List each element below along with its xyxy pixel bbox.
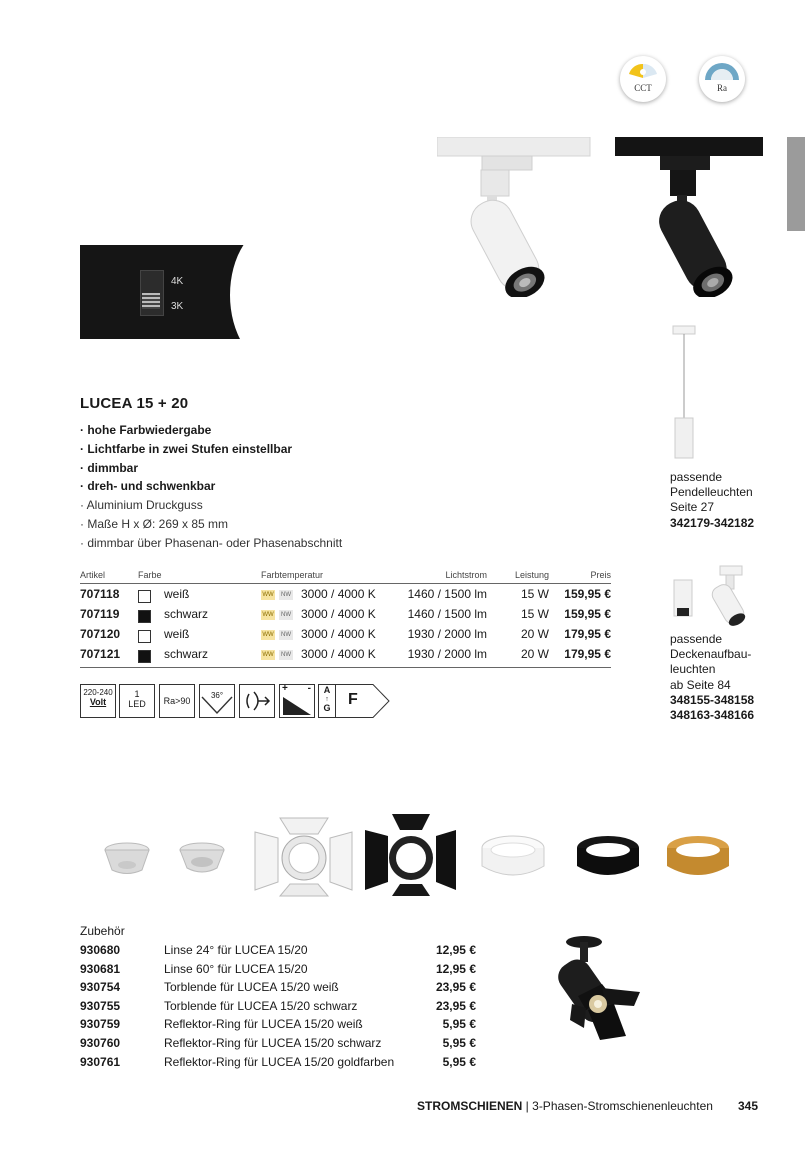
feature-item: · dimmbar <box>80 460 139 475</box>
row-lichtstrom: 1460 / 1500 lm <box>407 607 487 621</box>
accessory-price: 23,95 € <box>435 980 476 994</box>
accessories-heading: Zubehör <box>80 924 125 938</box>
switch-label-3k: 3K <box>171 301 184 312</box>
row-leistung: 15 W <box>520 607 549 621</box>
row-preis: 159,95 € <box>564 587 611 601</box>
row-preis: 179,95 € <box>564 647 611 661</box>
feature-list <box>80 496 342 552</box>
pendant-line: Pendelleuchten <box>670 485 753 500</box>
energy-scale-icon <box>318 684 336 718</box>
chapter-tab <box>787 137 805 231</box>
accessory-code: 930755 <box>80 999 121 1013</box>
accessory-name: Linse 24° für LUCEA 15/20 <box>164 943 308 957</box>
nw-badge: NW <box>281 612 291 618</box>
accessory-code: 930761 <box>80 1055 121 1069</box>
row-temp: 3000 / 4000 K <box>301 647 376 661</box>
footer-section <box>417 1099 713 1113</box>
voltage-label: Volt <box>89 697 107 707</box>
color-swatch-white <box>138 590 151 603</box>
feature-list-bold <box>80 421 292 496</box>
accessory-code: 930680 <box>80 943 121 957</box>
header-leistung: Leistung <box>514 570 549 580</box>
switch-label-4k: 4K <box>171 276 184 287</box>
cct-label: CCT <box>634 83 652 93</box>
pendant-reference <box>670 470 754 531</box>
pendant-line: Seite 27 <box>670 500 715 515</box>
accessory-price: 23,95 € <box>435 999 476 1013</box>
energy-label-arrow <box>335 684 391 718</box>
accessory-price: 12,95 € <box>435 962 476 976</box>
accessory-price: 5,95 € <box>442 1017 476 1031</box>
ww-badge: WW <box>262 592 274 598</box>
row-artikel: 707120 <box>80 627 121 641</box>
header-artikel: Artikel <box>80 570 106 580</box>
energy-bottom: G <box>323 703 331 713</box>
row-artikel: 707121 <box>80 647 121 661</box>
header-farbe: Farbe <box>138 570 162 580</box>
spot-with-barndoor-image <box>540 928 650 1043</box>
energy-class: F <box>348 691 358 708</box>
dim-minus: - <box>307 683 311 694</box>
ww-badge: WW <box>262 652 274 658</box>
beam-angle-shape <box>200 685 234 717</box>
black-track-spot-image <box>615 137 770 297</box>
row-leistung: 20 W <box>520 647 549 661</box>
energy-top: A <box>323 685 331 695</box>
accessory-price: 5,95 € <box>442 1036 476 1050</box>
row-temp: 3000 / 4000 K <box>301 627 376 641</box>
footer-section-title: STROMSCHIENEN <box>417 1099 523 1113</box>
pendant-code: 342179-342182 <box>670 515 755 530</box>
row-artikel: 707118 <box>80 587 120 601</box>
ra-index-icon: Ra>90 <box>159 684 195 718</box>
accessory-code: 930681 <box>80 962 121 976</box>
ceiling-reference <box>670 632 754 723</box>
ceiling-light-images <box>668 562 753 627</box>
accessory-images <box>100 810 750 902</box>
row-preis: 159,95 € <box>564 607 611 621</box>
accessory-name: Torblende für LUCEA 15/20 weiß <box>164 980 339 994</box>
row-farbe: schwarz <box>164 607 209 621</box>
ceiling-line: passende <box>670 632 723 646</box>
accessory-code: 930759 <box>80 1017 121 1031</box>
accessory-name: Reflektor-Ring für LUCEA 15/20 schwarz <box>164 1036 382 1050</box>
cct-icon <box>620 56 666 102</box>
footer-subsection: 3-Phasen-Stromschienenleuchten <box>532 1099 713 1113</box>
beam-angle-icon <box>199 684 235 718</box>
ra-label: Ra <box>717 83 727 93</box>
row-lichtstrom: 1930 / 2000 lm <box>407 627 487 641</box>
nw-badge: NW <box>281 592 291 598</box>
row-leistung: 20 W <box>520 627 549 641</box>
cct-switch-photo <box>80 245 248 339</box>
page-number: 345 <box>738 1099 759 1113</box>
pendant-line: passende <box>670 470 723 484</box>
ww-badge: WW <box>262 612 274 618</box>
table-rule-bottom <box>80 667 611 668</box>
ceiling-line: ab Seite 84 <box>670 677 731 692</box>
white-track-spot-image <box>437 137 592 297</box>
header-farbtemperatur: Farbtemperatur <box>261 570 324 580</box>
product-title: LUCEA 15 + 20 <box>80 395 189 412</box>
ceiling-code: 348163-348166 <box>670 708 755 723</box>
accessory-name: Reflektor-Ring für LUCEA 15/20 goldfarben <box>164 1055 395 1069</box>
energy-arrow-icon: ↑ <box>325 696 329 703</box>
ceiling-line: Deckenaufbau- <box>670 647 752 662</box>
nw-badge: NW <box>281 632 291 638</box>
table-row <box>80 607 611 627</box>
dimmable-icon <box>279 684 315 718</box>
cct-badge <box>620 56 666 102</box>
feature-item: · dimmbar über Phasenan- oder Phasenabschnitt <box>80 535 343 550</box>
header-lichtstrom: Lichtstrom <box>445 570 487 580</box>
accessory-price: 5,95 € <box>442 1055 476 1069</box>
table-row <box>80 647 611 667</box>
feature-item: · dreh- und schwenkbar <box>80 479 216 494</box>
led-count: 1 <box>134 689 140 699</box>
pendant-light-image <box>668 323 700 463</box>
row-farbe: weiß <box>164 587 190 601</box>
voltage-range: 220-240 <box>83 688 113 697</box>
row-lichtstrom: 1930 / 2000 lm <box>407 647 487 661</box>
feature-item: · Aluminium Druckguss <box>80 498 203 512</box>
accessory-name: Linse 60° für LUCEA 15/20 <box>164 962 308 976</box>
dim-ramp-shape <box>280 685 314 717</box>
row-lichtstrom: 1460 / 1500 lm <box>407 587 487 601</box>
row-temp: 3000 / 4000 K <box>301 607 376 621</box>
ra-badge <box>699 56 745 102</box>
row-temp: 3000 / 4000 K <box>301 587 376 601</box>
accessory-name: Torblende für LUCEA 15/20 schwarz <box>164 999 358 1013</box>
ra-icon <box>699 56 745 102</box>
ceiling-code: 348155-348158 <box>670 692 755 707</box>
row-leistung: 15 W <box>520 587 549 601</box>
footer-separator: | <box>522 1099 533 1113</box>
accessory-price: 12,95 € <box>435 943 476 957</box>
row-farbe: schwarz <box>164 647 209 661</box>
color-swatch-black <box>138 650 151 663</box>
table-rule-top <box>80 583 611 584</box>
row-artikel: 707119 <box>80 607 120 621</box>
color-swatch-black <box>138 610 151 623</box>
voltage-icon <box>80 684 116 718</box>
accessory-name: Reflektor-Ring für LUCEA 15/20 weiß <box>164 1017 363 1031</box>
feature-item: · hohe Farbwiedergabe <box>80 423 212 437</box>
table-row <box>80 587 611 607</box>
feature-item: · Maße H x Ø: 269 x 85 mm <box>80 516 229 531</box>
dim-plus: + <box>282 683 288 694</box>
nw-badge: NW <box>281 652 291 658</box>
beam-angle-label: 36° <box>210 691 224 700</box>
row-preis: 179,95 € <box>564 627 611 641</box>
table-row <box>80 627 611 647</box>
accessory-code: 930754 <box>80 980 121 994</box>
led-icon <box>119 684 155 718</box>
ceiling-line: leuchten <box>670 662 716 677</box>
accessory-code: 930760 <box>80 1036 121 1050</box>
rotate-arrows-shape <box>240 685 274 717</box>
rotatable-icon <box>239 684 275 718</box>
color-swatch-white <box>138 630 151 643</box>
ww-badge: WW <box>262 632 274 638</box>
header-preis: Preis <box>590 570 611 580</box>
led-label: LED <box>128 699 146 709</box>
feature-item: · Lichtfarbe in zwei Stufen einstellbar <box>80 441 293 456</box>
row-farbe: weiß <box>164 627 190 641</box>
